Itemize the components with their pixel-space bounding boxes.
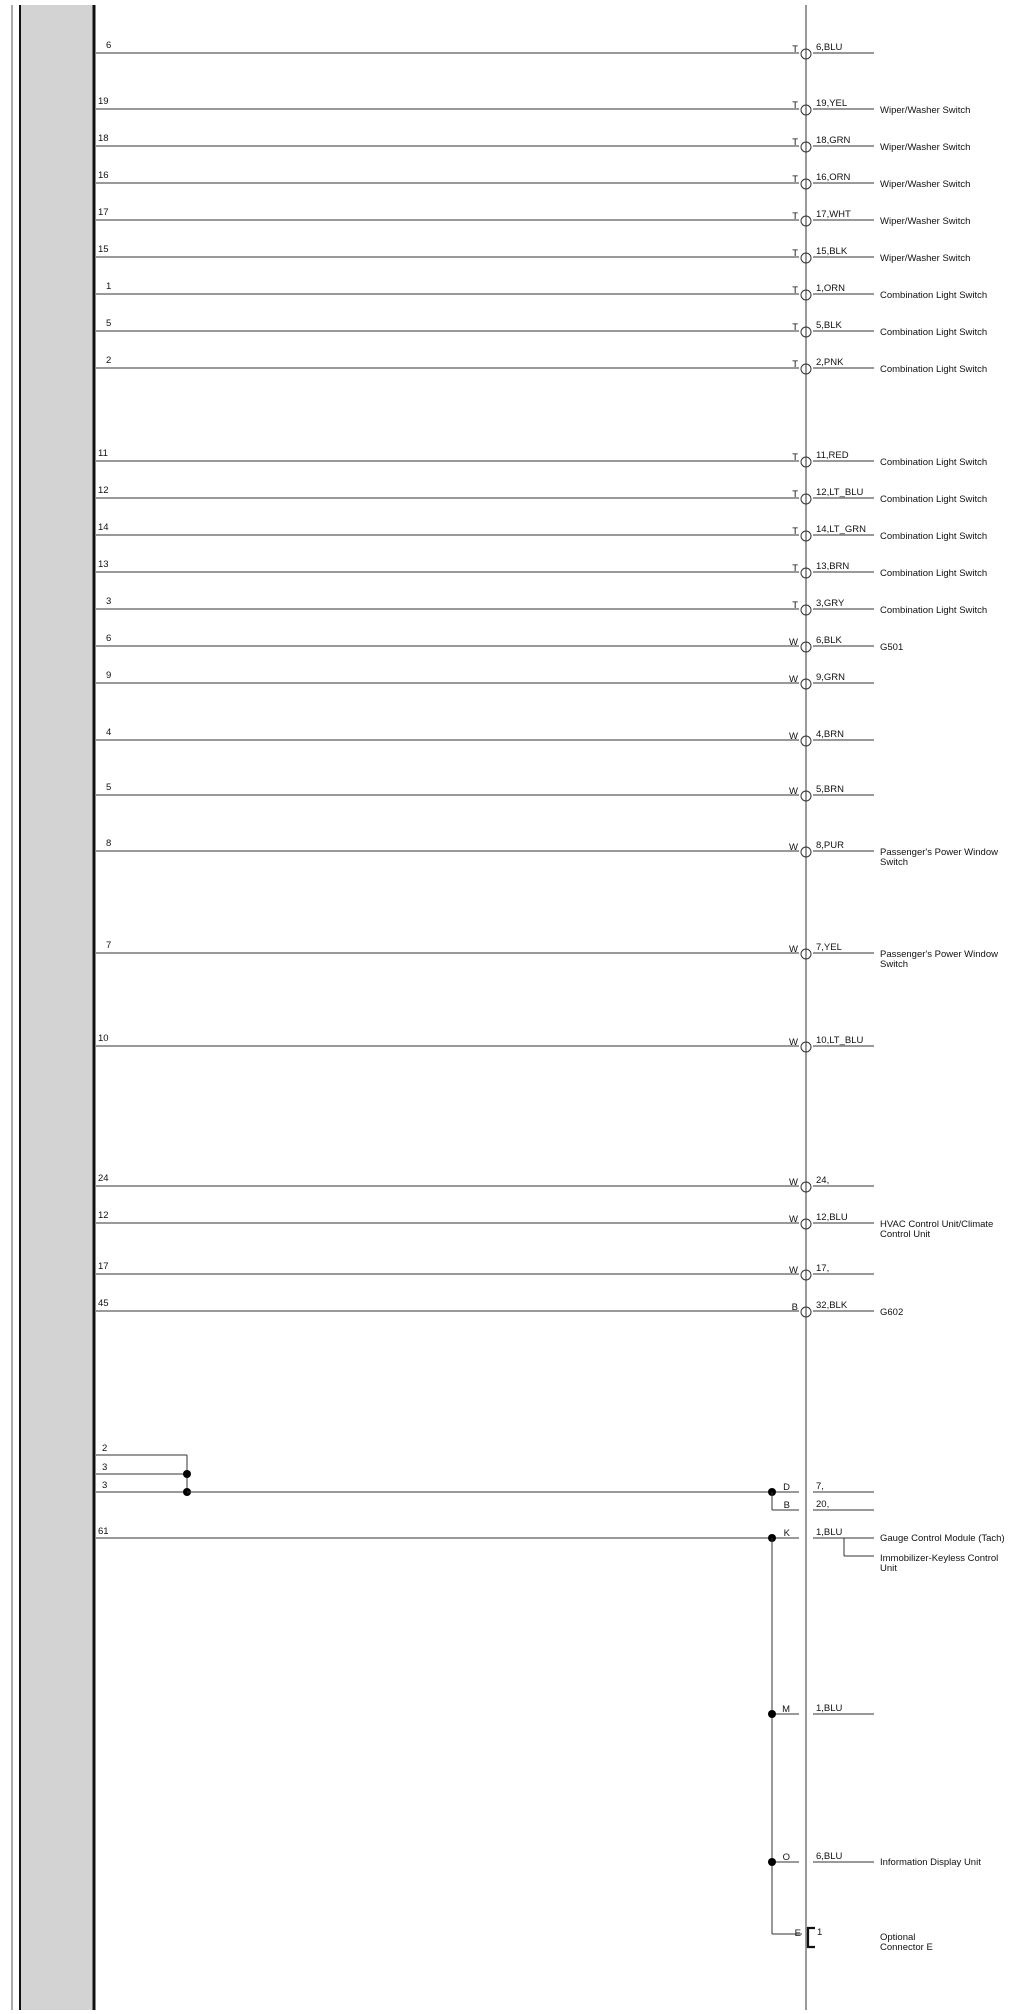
connector-letter: B <box>791 1302 798 1313</box>
wire-row <box>96 633 903 653</box>
connector-letter: T <box>792 489 798 500</box>
pin-number: 7 <box>106 940 112 951</box>
module-body <box>20 5 94 2010</box>
connector-letter: T <box>792 452 798 463</box>
wire-row <box>96 318 987 338</box>
component-label: Control Unit <box>880 1229 931 1240</box>
connector-letter: T <box>792 137 798 148</box>
wire-row <box>96 448 987 468</box>
wire-label: 5,BLK <box>816 320 842 331</box>
pin-number: 2 <box>106 355 112 366</box>
wire-label: 14,LT_GRN <box>816 524 866 535</box>
wire-label: 1,BLU <box>816 1703 843 1714</box>
wire-row <box>96 782 874 802</box>
pin-number: 6 <box>106 40 112 51</box>
wire-row <box>96 596 987 616</box>
module-block <box>12 5 94 2010</box>
wire-label: 11,RED <box>816 450 849 461</box>
connector-letter: W <box>789 1265 798 1276</box>
connector-letter: W <box>789 637 798 648</box>
pin-number: 5 <box>106 318 112 329</box>
connector-letter: B <box>783 1500 790 1511</box>
pin-number: 9 <box>106 670 112 681</box>
wire-row <box>96 559 987 579</box>
pin-number: 15 <box>98 244 109 255</box>
component-label: Combination Light Switch <box>880 327 988 338</box>
wire-label: 9,GRN <box>816 672 846 683</box>
wire-label: 6,BLU <box>816 1851 843 1862</box>
component-label: HVAC Control Unit/Climate <box>880 1219 994 1230</box>
component-label: Connector E <box>880 1942 933 1953</box>
optional-connector-bracket <box>808 1928 815 1947</box>
pin-number: 8 <box>106 838 112 849</box>
connector-letter: T <box>792 322 798 333</box>
component-label: Passenger's Power Window <box>880 847 998 858</box>
connector-letter: M <box>782 1704 790 1715</box>
component-label: Switch <box>880 857 908 868</box>
wire-label: 7,YEL <box>816 942 842 953</box>
connector-letter: K <box>783 1528 790 1539</box>
wire-row <box>96 522 987 542</box>
wire-row <box>96 940 998 970</box>
pin-number: 10 <box>98 1033 109 1044</box>
wire-label: 15,BLK <box>816 246 848 257</box>
component-label: G602 <box>880 1307 904 1318</box>
component-label: Optional <box>880 1932 916 1943</box>
connector-letter: W <box>789 1177 798 1188</box>
pin-number: 17 <box>98 207 109 218</box>
pin-number: 11 <box>98 448 108 459</box>
pin-number: 1 <box>817 1927 823 1938</box>
pin-number: 4 <box>106 727 112 738</box>
connector-letter: T <box>792 526 798 537</box>
wire-label: 6,BLU <box>816 42 843 53</box>
wire-label: 12,LT_BLU <box>816 487 864 498</box>
wire-row <box>96 40 874 60</box>
connector-letter: W <box>789 674 798 685</box>
connector-letter: O <box>782 1852 790 1863</box>
connector-letter: W <box>789 1214 798 1225</box>
component-label: Wiper/Washer Switch <box>880 253 971 264</box>
connector-letter: W <box>789 786 798 797</box>
connector-letter: T <box>792 44 798 55</box>
wire-row <box>96 1261 874 1281</box>
junction-dot <box>768 1710 776 1718</box>
splice-pin-label: 3 <box>102 1480 108 1491</box>
wire-label: 6,BLK <box>816 635 842 646</box>
wire-label: 2,PNK <box>816 357 844 368</box>
component-label: Combination Light Switch <box>880 364 988 375</box>
wire-label: 12,BLU <box>816 1212 848 1223</box>
wire-label: 10,LT_BLU <box>816 1035 864 1046</box>
wire-row <box>96 207 970 227</box>
wire-rows <box>96 40 998 1318</box>
wire-row <box>96 96 970 116</box>
connector-letter: W <box>789 944 798 955</box>
wire-row <box>96 244 970 264</box>
splice-pin-label: 3 <box>102 1462 108 1473</box>
junction-dot <box>768 1858 776 1866</box>
wire-label: 4,BRN <box>816 729 844 740</box>
wire-label: 16,ORN <box>816 172 851 183</box>
connector-letter: E <box>794 1928 801 1939</box>
wire-label: 18,GRN <box>816 135 851 146</box>
pin-number: 1 <box>106 281 112 292</box>
wire-row <box>96 1173 874 1193</box>
component-label: G501 <box>880 642 904 653</box>
pin-number: 17 <box>98 1261 109 1272</box>
wire-label: 8,PUR <box>816 840 844 851</box>
connector-letter: D <box>783 1482 790 1493</box>
splice-pin-label: 2 <box>102 1443 108 1454</box>
wire-row <box>96 170 970 190</box>
wire-label: 1,ORN <box>816 283 846 294</box>
wire-row <box>96 355 987 375</box>
component-label: Wiper/Washer Switch <box>880 142 971 153</box>
component-label: Combination Light Switch <box>880 494 988 505</box>
component-label: Wiper/Washer Switch <box>880 179 971 190</box>
component-label: Combination Light Switch <box>880 605 988 616</box>
wire-row <box>96 1210 993 1240</box>
pin-number: 13 <box>98 559 109 570</box>
bottom-section <box>96 1481 1005 1953</box>
wire-row <box>96 133 970 153</box>
connector-letter: T <box>792 248 798 259</box>
component-label: Immobilizer-Keyless Control <box>880 1553 999 1564</box>
wire-label: 32,BLK <box>816 1300 848 1311</box>
component-label: Gauge Control Module (Tach) <box>880 1533 1005 1544</box>
wire-label: 20, <box>816 1499 830 1510</box>
connector-letter: T <box>792 285 798 296</box>
splice-dot <box>183 1470 191 1478</box>
connector-letter: T <box>792 563 798 574</box>
pin-number: 6 <box>106 633 112 644</box>
component-label: Switch <box>880 959 908 970</box>
connector-letter: T <box>792 600 798 611</box>
pin-number: 5 <box>106 782 112 793</box>
wire-label: 7, <box>816 1481 824 1492</box>
pin-number: 12 <box>98 485 109 496</box>
pin-number: 16 <box>98 170 109 181</box>
pin-number: 14 <box>98 522 109 533</box>
pin-number: 24 <box>98 1173 109 1184</box>
wire-row <box>96 1033 874 1053</box>
wire-row <box>96 1298 903 1318</box>
wire-label: 24, <box>816 1175 830 1186</box>
pin-number: 18 <box>98 133 109 144</box>
connector-letter: T <box>792 174 798 185</box>
wire-row <box>96 485 987 505</box>
component-label: Combination Light Switch <box>880 290 988 301</box>
connector-letter: W <box>789 1037 798 1048</box>
wire-label: 17,WHT <box>816 209 851 220</box>
splice-group <box>96 1443 191 1496</box>
pin-number: 19 <box>98 96 109 107</box>
component-label: Wiper/Washer Switch <box>880 216 971 227</box>
component-label: Combination Light Switch <box>880 568 988 579</box>
connector-letter: W <box>789 731 798 742</box>
wire-row <box>96 727 874 747</box>
pin-number: 3 <box>106 596 112 607</box>
pin-number: 12 <box>98 1210 109 1221</box>
wire-row <box>96 838 998 868</box>
component-label: Combination Light Switch <box>880 531 988 542</box>
pin-number: 61 <box>98 1526 109 1537</box>
connector-letter: T <box>792 211 798 222</box>
connector-letter: T <box>792 359 798 370</box>
wire-label: 19,YEL <box>816 98 848 109</box>
wire-label: 3,GRY <box>816 598 845 609</box>
wire-label: 1,BLU <box>816 1527 843 1538</box>
component-label: Combination Light Switch <box>880 457 988 468</box>
component-label: Passenger's Power Window <box>880 949 998 960</box>
component-label: Information Display Unit <box>880 1857 981 1868</box>
component-label: Wiper/Washer Switch <box>880 105 971 116</box>
connector-letter: T <box>792 100 798 111</box>
wire-row <box>96 281 987 301</box>
component-label: Unit <box>880 1563 897 1574</box>
wire-label: 5,BRN <box>816 784 844 795</box>
connector-letter: W <box>789 842 798 853</box>
pin-number: 45 <box>98 1298 109 1309</box>
wire-label: 17, <box>816 1263 830 1274</box>
wire-row <box>96 670 874 690</box>
wire-label: 13,BRN <box>816 561 850 572</box>
